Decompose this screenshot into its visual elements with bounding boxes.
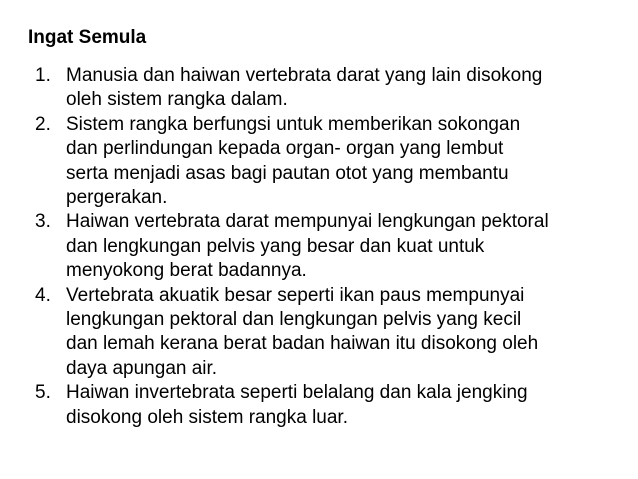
list-item-text-line: menyokong berat badannya. [66, 260, 307, 282]
list-item-text-line: pergerakan. [66, 187, 168, 209]
list-item [28, 64, 618, 113]
list-item-text-line: Sistem rangka berfungsi untuk memberikan sokongan [66, 113, 521, 135]
list-item-text-line: dan lengkungan pelvis yang besar dan kuat untuk [66, 235, 485, 257]
numbered-list [28, 64, 618, 430]
list-item-number: 5. [35, 382, 51, 404]
list-item-text-line: daya apungan air. [66, 357, 218, 379]
list-item-number: 2. [35, 113, 51, 135]
list-item-number: 4. [35, 284, 51, 306]
list-item-text-line: serta menjadi asas bagi pautan otot yang membantu [66, 162, 509, 184]
list-item [28, 210, 618, 283]
list-item [28, 113, 618, 211]
list-item-number: 3. [35, 211, 51, 233]
page-title: Ingat Semula [28, 27, 147, 48]
list-item [28, 284, 618, 382]
list-item-text-line: lengkungan pektoral dan lengkungan pelvis yang kecil [66, 309, 522, 331]
list-item-text-line: oleh sistem rangka dalam. [66, 89, 288, 111]
list-item [28, 381, 618, 430]
list-item-text-line: dan lemah kerana berat badan haiwan itu disokong oleh [66, 333, 539, 355]
list-item-text-line: Haiwan vertebrata darat mempunyai lengkungan pektoral [66, 211, 549, 233]
list-item-text-line: Haiwan invertebrata seperti belalang dan kala jengking [66, 382, 528, 404]
list-item-text-line: Manusia dan haiwan vertebrata darat yang lain disokong [66, 65, 543, 86]
list-item-text-line: dan perlindungan kepada organ- organ yang lembut [66, 138, 504, 160]
list-item-number: 1. [35, 65, 51, 86]
list-item-text-line: Vertebrata akuatik besar seperti ikan paus mempunyai [66, 284, 525, 306]
list-item-text-line: disokong oleh sistem rangka luar. [66, 406, 348, 428]
